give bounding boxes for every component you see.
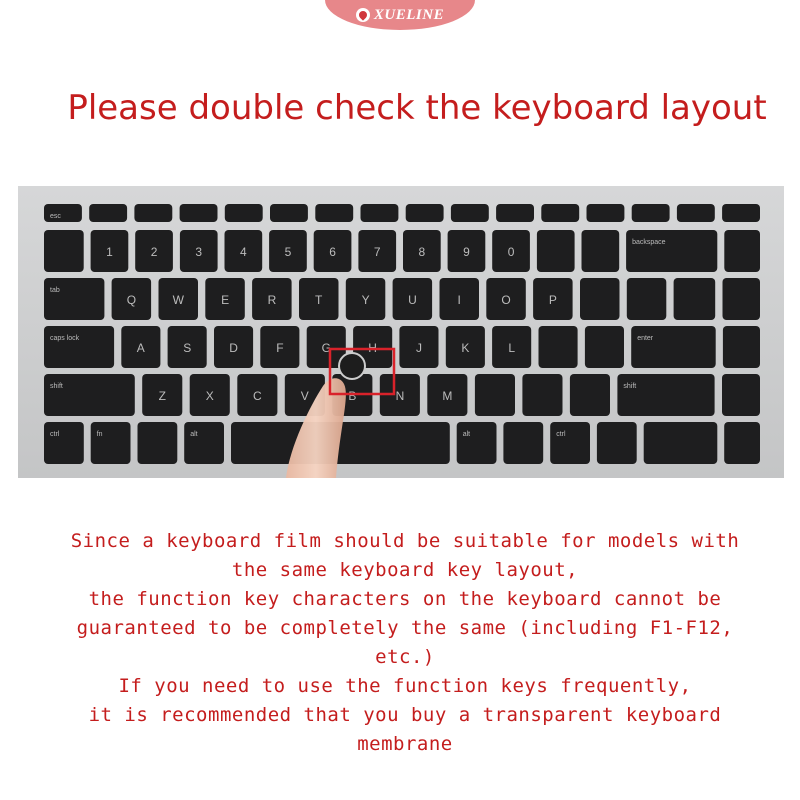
key-label: 9 (463, 245, 470, 259)
keycap (644, 422, 718, 464)
key-label: U (408, 293, 417, 307)
keycap (44, 230, 84, 272)
key-label: M (442, 389, 453, 403)
keycap (270, 204, 308, 222)
keycap (723, 326, 760, 368)
key-label: 4 (239, 245, 247, 259)
key-label: alt (462, 431, 471, 438)
key-label: K (461, 341, 470, 355)
key-label: S (183, 341, 192, 355)
key-label: W (172, 293, 184, 307)
key-label: X (205, 389, 214, 403)
key-label: R (267, 293, 277, 307)
key-label: I (457, 293, 461, 307)
keycap (184, 422, 224, 464)
brand-name: XUELINE (373, 6, 445, 23)
key-label: 5 (284, 245, 292, 259)
key-label: E (221, 293, 230, 307)
key-label: O (501, 293, 511, 307)
key-label: fn (96, 431, 103, 438)
keycap (722, 204, 760, 222)
key-label: P (548, 293, 557, 307)
keycap (585, 326, 624, 368)
key-label: ctrl (556, 431, 566, 438)
keycap (677, 204, 715, 222)
key-label: shift (50, 383, 63, 390)
key-label: Q (126, 293, 137, 307)
keycap (44, 422, 84, 464)
keycap (617, 374, 714, 416)
key-label: esc (50, 213, 61, 220)
keycap (451, 204, 489, 222)
key-label: H (368, 341, 377, 355)
key-label: J (416, 341, 422, 355)
keycap (627, 278, 667, 320)
key-label: ctrl (50, 431, 60, 438)
key-label: backspace (632, 239, 666, 246)
keycap (522, 374, 562, 416)
keycap (475, 374, 515, 416)
keycap (44, 278, 104, 320)
keycap (44, 326, 114, 368)
keycap (674, 278, 716, 320)
keyboard-photo (18, 186, 784, 478)
key-label: tab (50, 287, 60, 294)
key-label: caps lock (50, 335, 80, 342)
key-label: 6 (329, 245, 336, 259)
key-label: alt (190, 431, 198, 438)
keycap (89, 204, 127, 222)
notice-line: the function key characters on the keyboard cannot be (88, 588, 722, 610)
key-label: V (300, 389, 309, 403)
key-label: G (321, 341, 331, 355)
notice-line: guaranteed to be completely the same (including F1-F12, (76, 617, 734, 639)
brand-badge (325, 0, 475, 30)
key-label: 2 (150, 245, 158, 259)
key-label: A (136, 341, 145, 355)
keycap (570, 374, 610, 416)
keycap (626, 230, 717, 272)
keycap (587, 204, 625, 222)
keycap (631, 326, 716, 368)
keycap (503, 422, 543, 464)
key-label: 0 (507, 245, 515, 259)
keycap (496, 204, 534, 222)
keycap (582, 230, 620, 272)
key-label: T (315, 293, 323, 307)
key-label: enter (637, 335, 654, 342)
keycap (550, 422, 590, 464)
keycap (724, 422, 760, 464)
headline: Please double check the keyboard layout (67, 88, 767, 128)
keycap (406, 204, 444, 222)
key-label: B (348, 389, 357, 403)
key-label: Z (158, 389, 166, 403)
notice-line: membrane (357, 733, 453, 755)
notice-line: etc.) (375, 646, 435, 668)
key-label: F (276, 341, 284, 355)
key-label: 1 (106, 245, 113, 259)
keycap (580, 278, 620, 320)
trackpoint (339, 353, 365, 379)
keycap (315, 204, 353, 222)
keycap (632, 204, 670, 222)
key-label: L (508, 341, 516, 355)
notice-line: the same keyboard key layout, (231, 559, 579, 581)
keycap (44, 374, 135, 416)
key-label: 7 (373, 245, 381, 259)
notice-line: Since a keyboard film should be suitable for models with (70, 530, 740, 552)
key-label: 8 (418, 245, 426, 259)
keycap (180, 204, 218, 222)
key-label: C (252, 389, 262, 403)
notice-line: it is recommended that you buy a transparent keyboard (88, 704, 722, 726)
keycap (457, 422, 497, 464)
keycap (724, 230, 760, 272)
notice-line: If you need to use the function keys frequently, (118, 675, 692, 697)
key-label: 3 (195, 245, 203, 259)
key-label: shift (623, 383, 637, 390)
keycap (225, 204, 263, 222)
strawberry-logo-icon (356, 8, 370, 22)
keycap (537, 230, 575, 272)
key-label: D (229, 341, 238, 355)
keycap (138, 422, 178, 464)
keycap (722, 374, 760, 416)
keycap (723, 278, 761, 320)
notice-text (0, 527, 800, 759)
keycap (539, 326, 578, 368)
keycap (91, 422, 131, 464)
key-label: Y (361, 293, 370, 307)
key-label: N (395, 389, 405, 403)
keycap (597, 422, 637, 464)
keycap (541, 204, 579, 222)
keycap (361, 204, 399, 222)
keycap (134, 204, 172, 222)
